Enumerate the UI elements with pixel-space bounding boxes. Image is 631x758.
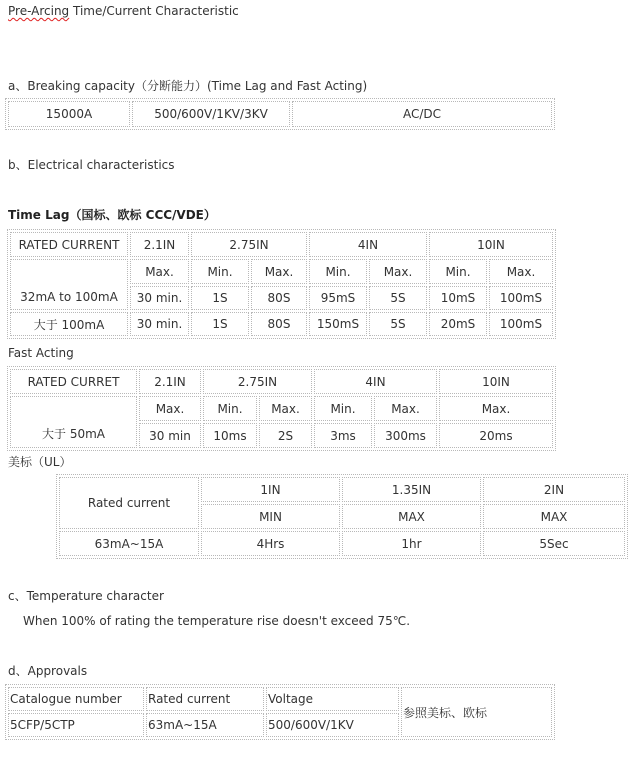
ul-cell: 5Sec <box>483 531 625 556</box>
time-lag-sub-max: Max. <box>369 259 427 284</box>
fast-acting-sub-max: Max. <box>259 396 312 421</box>
voltage-rating-cell: 500/600V/1KV/3KV <box>132 101 290 127</box>
ul-header-1-35in: 1.35IN <box>342 477 481 502</box>
approvals-heading: d、Approvals <box>8 664 88 678</box>
ul-sub-min: MIN <box>201 504 340 529</box>
approvals-catalogue-value: 5CFP/5CTP <box>8 713 144 737</box>
breaking-current-cell: 15000A <box>8 101 130 127</box>
time-lag-sub-min: Min. <box>429 259 487 284</box>
ul-header-1in: 1IN <box>201 477 340 502</box>
fast-acting-sub-max: Max. <box>139 396 201 421</box>
time-lag-sub-max: Max. <box>489 259 553 284</box>
title-rest: Time/Current Characteristic <box>69 4 239 18</box>
fast-acting-cell: 20ms <box>439 423 553 448</box>
ul-table <box>56 474 628 559</box>
time-lag-cell: 1S <box>191 286 249 310</box>
fast-acting-cell: 30 min <box>139 423 201 448</box>
fast-acting-sub-max: Max. <box>374 396 437 421</box>
temperature-heading: c、Temperature character <box>8 589 164 603</box>
fast-acting-table <box>7 366 556 451</box>
ul-sub-max: MAX <box>483 504 625 529</box>
approvals-note: 参照美标、欧标 <box>401 687 552 737</box>
time-lag-cell: 30 min. <box>130 312 189 336</box>
time-lag-sub-max: Max. <box>130 259 189 284</box>
approvals-voltage-value: 500/600V/1KV <box>266 713 399 737</box>
time-lag-header-10in: 10IN <box>429 232 553 257</box>
temperature-text: When 100% of rating the temperature rise doesn't exceed 75℃. <box>23 614 411 628</box>
ac-dc-cell: AC/DC <box>292 101 552 127</box>
time-lag-cell: 80S <box>251 286 307 310</box>
approvals-header-voltage: Voltage <box>266 687 399 711</box>
time-lag-cell: 95mS <box>309 286 367 310</box>
time-lag-row-label: 32mA to 100mA <box>10 259 128 310</box>
time-lag-cell: 100mS <box>489 286 553 310</box>
time-lag-header-rated-current: RATED CURRENT <box>10 232 128 257</box>
ul-rated-current-label: Rated current <box>59 477 199 529</box>
time-lag-cell: 150mS <box>309 312 367 336</box>
fast-acting-cell: 10ms <box>203 423 257 448</box>
approvals-rated-current-value: 63mA~15A <box>146 713 264 737</box>
time-lag-cell: 10mS <box>429 286 487 310</box>
breaking-capacity-table <box>5 98 555 130</box>
fast-acting-cell: 300ms <box>374 423 437 448</box>
title-misspelled-word: Pre-Arcing <box>8 4 70 18</box>
fast-acting-sub-max: Max. <box>439 396 553 421</box>
time-lag-sub-max: Max. <box>251 259 307 284</box>
time-lag-cell: 20mS <box>429 312 487 336</box>
fast-acting-header-4in: 4IN <box>314 369 437 394</box>
time-lag-cell: 1S <box>191 312 249 336</box>
fast-acting-sub-min: Min. <box>314 396 372 421</box>
fast-acting-cell: 3ms <box>314 423 372 448</box>
time-lag-header-4in: 4IN <box>309 232 427 257</box>
electrical-characteristics-heading: b、Electrical characteristics <box>8 158 175 172</box>
fast-acting-header-2-75in: 2.75IN <box>203 369 312 394</box>
time-lag-header-2-75in: 2.75IN <box>191 232 307 257</box>
approvals-table <box>5 684 555 740</box>
ul-cell: 4Hrs <box>201 531 340 556</box>
time-lag-sub-min: Min. <box>191 259 249 284</box>
fast-acting-heading: Fast Acting <box>8 346 74 360</box>
time-lag-row-label: 大于 100mA <box>10 312 128 336</box>
fast-acting-cell: 2S <box>259 423 312 448</box>
ul-row-label: 63mA~15A <box>59 531 199 556</box>
approvals-header-rated-current: Rated current <box>146 687 264 711</box>
ul-header-2in: 2IN <box>483 477 625 502</box>
time-lag-header-2-1in: 2.1IN <box>130 232 189 257</box>
ul-heading: 美标（UL） <box>8 455 72 469</box>
time-lag-heading: Time Lag（国标、欧标 CCC/VDE） <box>8 208 216 222</box>
fast-acting-header-10in: 10IN <box>439 369 553 394</box>
time-lag-cell: 5S <box>369 286 427 310</box>
ul-cell: 1hr <box>342 531 481 556</box>
fast-acting-header-rated-curret: RATED CURRET <box>10 369 137 394</box>
fast-acting-sub-min: Min. <box>203 396 257 421</box>
time-lag-cell: 30 min. <box>130 286 189 310</box>
breaking-capacity-heading: a、Breaking capacity（分断能力）(Time Lag and Fast Acting) <box>8 79 368 93</box>
fast-acting-row-label: 大于 50mA <box>10 396 137 448</box>
time-lag-table <box>7 229 556 339</box>
ul-sub-max: MAX <box>342 504 481 529</box>
page-title <box>8 4 239 18</box>
time-lag-cell: 5S <box>369 312 427 336</box>
time-lag-cell: 100mS <box>489 312 553 336</box>
approvals-header-catalogue: Catalogue number <box>8 687 144 711</box>
fast-acting-header-2-1in: 2.1IN <box>139 369 201 394</box>
time-lag-cell: 80S <box>251 312 307 336</box>
time-lag-sub-min: Min. <box>309 259 367 284</box>
